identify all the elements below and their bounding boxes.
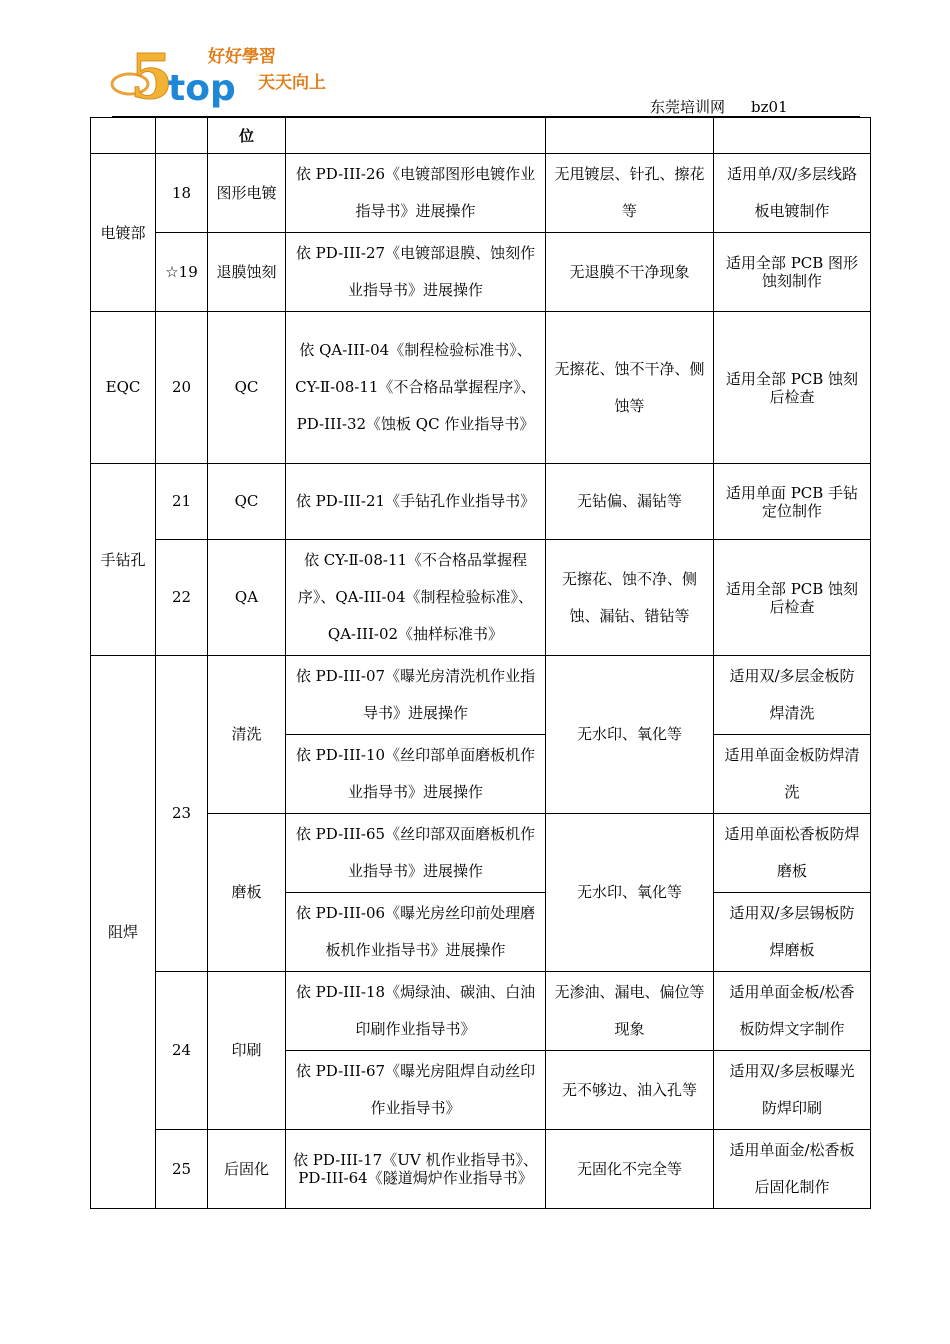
step-cell: QC: [208, 312, 286, 464]
table-row: [91, 1130, 871, 1209]
dept-cell: 手钻孔: [91, 464, 156, 656]
header-cell: [286, 118, 546, 154]
seq-cell: 20: [156, 312, 208, 464]
requirement-cell: 无水印、氧化等: [546, 656, 714, 814]
seq-cell: ☆19: [156, 233, 208, 312]
dept-cell: 电镀部: [91, 154, 156, 312]
step-cell: 后固化: [208, 1130, 286, 1209]
step-cell: 磨板: [208, 814, 286, 972]
header-cell: 位: [208, 118, 286, 154]
process-table: [90, 117, 871, 1209]
requirement-cell: 无钻偏、漏钻等: [546, 464, 714, 540]
page-header-info: [650, 96, 788, 117]
method-cell: 依 QA-III-04《制程检验标准书》、CY-Ⅱ-08-11《不合格品掌握程序》、PD-III-32《蚀板 QC 作业指导书》: [286, 312, 546, 464]
table-row: [91, 312, 871, 464]
table-row: [91, 972, 871, 1051]
header-cell: [546, 118, 714, 154]
method-cell: 依 PD-III-06《曝光房丝印前处理磨板机作业指导书》进展操作: [286, 893, 546, 972]
requirement-cell: 无擦花、蚀不干净、侧蚀等: [546, 312, 714, 464]
step-cell: 图形电镀: [208, 154, 286, 233]
step-cell: 退膜蚀刻: [208, 233, 286, 312]
method-cell: 依 PD-III-67《曝光房阻焊自动丝印作业指导书》: [286, 1051, 546, 1130]
scope-cell: 适用单/双/多层线路板电镀制作: [714, 154, 871, 233]
method-cell: 依 CY-Ⅱ-08-11《不合格品掌握程序》、QA-III-04《制程检验标准》、QA-III-02《抽样标准书》: [286, 540, 546, 656]
step-cell: 印刷: [208, 972, 286, 1130]
dept-cell: 阻焊: [91, 656, 156, 1209]
table-row: [91, 233, 871, 312]
seq-cell: 18: [156, 154, 208, 233]
table-row: [91, 814, 871, 893]
logo-word: top: [168, 68, 236, 109]
header-cell: [156, 118, 208, 154]
scope-cell: 适用单面金板防焊清洗: [714, 735, 871, 814]
requirement-cell: 无甩镀层、针孔、擦花等: [546, 154, 714, 233]
seq-cell: 24: [156, 972, 208, 1130]
table-header-row: [91, 118, 871, 154]
scope-cell: 适用双/多层板曝光防焊印刷: [714, 1051, 871, 1130]
requirement-cell: 无不够边、油入孔等: [546, 1051, 714, 1130]
scope-cell: 适用双/多层金板防焊清洗: [714, 656, 871, 735]
requirement-cell: 无退膜不干净现象: [546, 233, 714, 312]
scope-cell: 适用单面金/松香板后固化制作: [714, 1130, 871, 1209]
seq-cell: 25: [156, 1130, 208, 1209]
scope-cell: 适用全部 PCB 图形蚀刻制作: [714, 233, 871, 312]
logo: [108, 38, 338, 112]
scope-cell: 适用全部 PCB 蚀刻后检查: [714, 540, 871, 656]
seq-cell: 22: [156, 540, 208, 656]
requirement-cell: 无固化不完全等: [546, 1130, 714, 1209]
requirement-cell: 无擦花、蚀不净、侧蚀、漏钻、错钻等: [546, 540, 714, 656]
method-cell: 依 PD-III-07《曝光房清洗机作业指导书》进展操作: [286, 656, 546, 735]
scope-cell: 适用双/多层锡板防焊磨板: [714, 893, 871, 972]
table-row: [91, 464, 871, 540]
method-cell: 依 PD-III-18《焗绿油、碳油、白油印刷作业指导书》: [286, 972, 546, 1051]
seq-cell: 21: [156, 464, 208, 540]
method-cell: 依 PD-III-17《UV 机作业指导书》、PD-III-64《隧道焗炉作业指导书》: [286, 1130, 546, 1209]
seq-cell: 23: [156, 656, 208, 972]
method-cell: 依 PD-III-26《电镀部图形电镀作业指导书》进展操作: [286, 154, 546, 233]
step-cell: QA: [208, 540, 286, 656]
table-row: [91, 656, 871, 735]
table-row: [91, 154, 871, 233]
table-row: [91, 540, 871, 656]
logo-slogan-line2: 天天向上: [258, 73, 326, 93]
requirement-cell: 无渗油、漏电、偏位等现象: [546, 972, 714, 1051]
header-cell: [714, 118, 871, 154]
scope-cell: 适用单面金板/松香板防焊文字制作: [714, 972, 871, 1051]
site-name: 东莞培训网: [650, 98, 726, 116]
logo-numeral: 5: [130, 40, 174, 112]
step-cell: 清洗: [208, 656, 286, 814]
method-cell: 依 PD-III-27《电镀部退膜、蚀刻作业指导书》进展操作: [286, 233, 546, 312]
method-cell: 依 PD-III-21《手钻孔作业指导书》: [286, 464, 546, 540]
dept-cell: EQC: [91, 312, 156, 464]
method-cell: 依 PD-III-10《丝印部单面磨板机作业指导书》进展操作: [286, 735, 546, 814]
logo-graphic: [108, 38, 338, 112]
step-cell: QC: [208, 464, 286, 540]
method-cell: 依 PD-III-65《丝印部双面磨板机作业指导书》进展操作: [286, 814, 546, 893]
scope-cell: 适用全部 PCB 蚀刻后检查: [714, 312, 871, 464]
requirement-cell: 无水印、氧化等: [546, 814, 714, 972]
header-cell: [91, 118, 156, 154]
scope-cell: 适用单面松香板防焊磨板: [714, 814, 871, 893]
doc-code: bz01: [751, 98, 788, 116]
logo-slogan-line1: 好好學習: [208, 47, 276, 67]
scope-cell: 适用单面 PCB 手钻定位制作: [714, 464, 871, 540]
